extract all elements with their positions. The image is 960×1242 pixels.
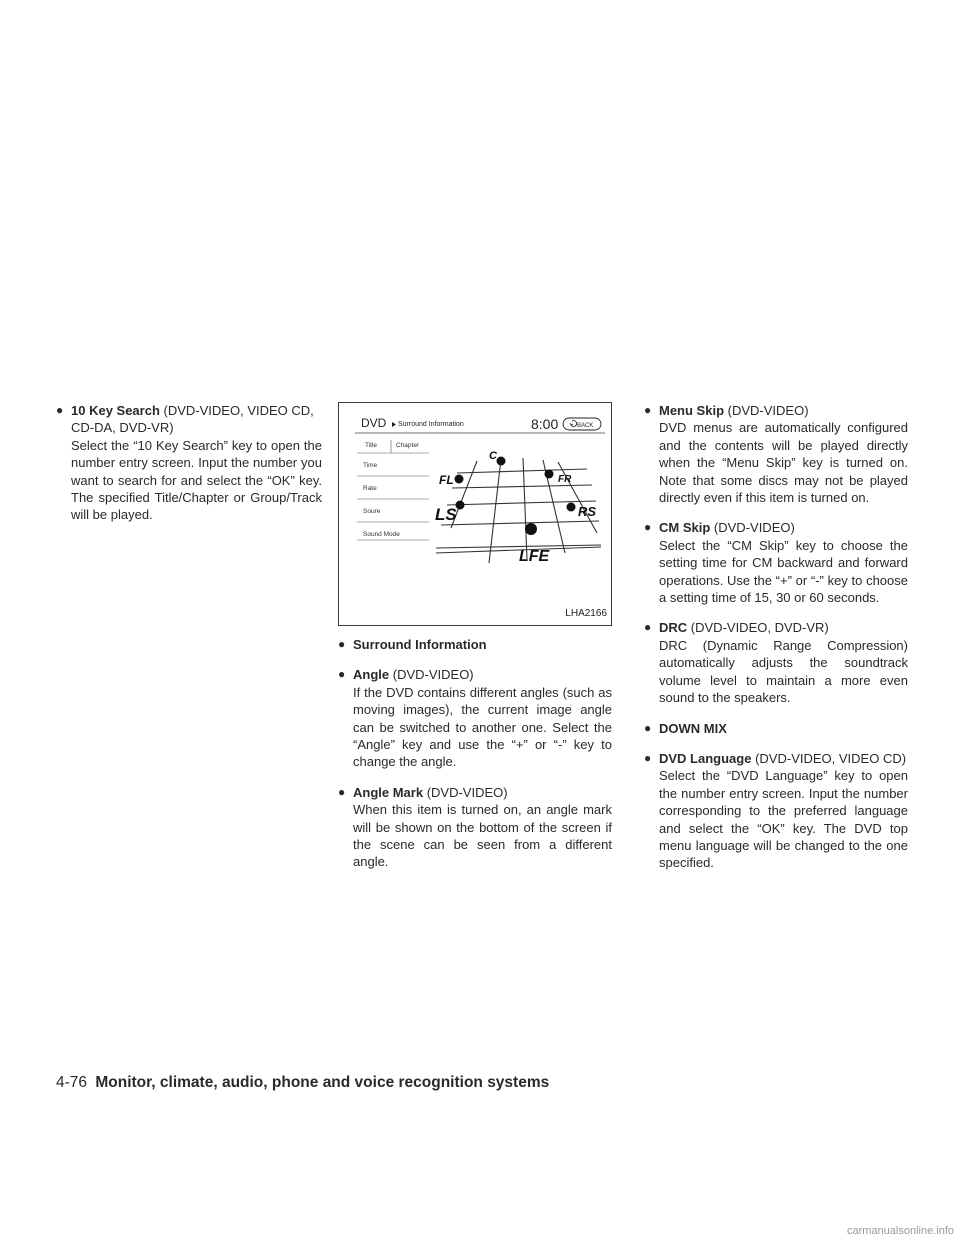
item-term: CM Skip bbox=[659, 520, 711, 536]
list-item-surround-information bbox=[338, 636, 612, 653]
bullet-icon: ● bbox=[644, 750, 652, 765]
item-description: If the DVD contains different angles (such as moving images), the current image angle can be switched to another one. Select the “Angle” key and use the “+” or “-” key to change the angle. bbox=[353, 684, 612, 770]
bullet-icon: ● bbox=[644, 720, 652, 735]
speaker-label-c: C bbox=[489, 450, 497, 462]
speaker-label-ls: LS bbox=[435, 505, 457, 524]
list-item-down-mix bbox=[644, 720, 908, 737]
surround-information-figure bbox=[338, 402, 612, 626]
back-label: BACK bbox=[577, 423, 594, 429]
bullet-icon: ● bbox=[338, 784, 346, 799]
list-item-angle bbox=[338, 666, 612, 770]
item-qualifier: (DVD-VIDEO) bbox=[392, 667, 474, 683]
bullet-icon: ● bbox=[338, 637, 346, 651]
item-qualifier: (DVD-VIDEO, VIDEO CD, CD-DA, DVD-VR) bbox=[71, 403, 314, 436]
list-item-cm-skip bbox=[644, 519, 908, 606]
surround-screen-illustration bbox=[339, 403, 611, 625]
item-term: DOWN MIX bbox=[659, 720, 727, 736]
menu-item-source: Soure bbox=[363, 508, 381, 515]
item-term: DRC bbox=[659, 620, 688, 636]
bullet-icon: ● bbox=[644, 520, 652, 535]
speaker-dot-ls bbox=[456, 501, 465, 510]
bullet-icon: ● bbox=[338, 667, 346, 682]
back-arrow-icon bbox=[570, 421, 577, 427]
item-qualifier: (DVD-VIDEO, DVD-VR) bbox=[690, 620, 829, 636]
list-item-angle-mark bbox=[338, 784, 612, 871]
bullet-icon: ● bbox=[644, 620, 652, 635]
speaker-dot-c bbox=[497, 457, 506, 466]
item-term: Menu Skip bbox=[659, 403, 725, 418]
speaker-dot-rs bbox=[567, 503, 576, 512]
speaker-dot-fl bbox=[455, 475, 464, 484]
speaker-dot-fr bbox=[545, 470, 554, 479]
speaker-dot-lfe bbox=[525, 523, 537, 535]
item-qualifier: (DVD-VIDEO) bbox=[713, 520, 795, 536]
middle-column bbox=[338, 402, 612, 884]
item-qualifier: (DVD-VIDEO) bbox=[727, 403, 809, 418]
item-term: Angle bbox=[353, 667, 390, 683]
menu-item-sound-mode: Sound Mode bbox=[363, 531, 400, 538]
item-qualifier: (DVD-VIDEO, VIDEO CD) bbox=[755, 750, 907, 766]
screen-clock: 8:00 bbox=[531, 416, 559, 432]
bullet-icon: ● bbox=[56, 403, 64, 417]
item-description: DVD menus are automatically configured and the contents will be played directly when the “Menu Skip” key is turned on. Note that some discs may not be played directly even if this item is turned on. bbox=[659, 420, 908, 506]
section-title: Monitor, climate, audio, phone and voice recognition systems bbox=[95, 1074, 550, 1091]
bullet-icon: ● bbox=[644, 403, 652, 417]
list-item-10-key-search bbox=[56, 402, 322, 524]
watermark-link[interactable]: carmanualsonline.info bbox=[846, 1225, 954, 1237]
item-term: Surround Information bbox=[353, 637, 487, 652]
screen-header-title: DVD bbox=[361, 416, 387, 430]
page-number: 4-76 bbox=[56, 1074, 88, 1091]
menu-item-chapter: Chapter bbox=[396, 442, 420, 449]
screen-header-subtitle: Surround Information bbox=[398, 421, 464, 428]
figure-code: LHA2166 bbox=[565, 607, 607, 619]
item-description: When this item is turned on, an angle mark will be shown on the bottom of the screen if the scene can be seen from a different angle. bbox=[353, 802, 612, 870]
menu-item-time: Time bbox=[363, 462, 378, 469]
item-description: Select the “10 Key Search” key to open the number entry screen. Input the number you want to search for and select the “OK” key. The specified Title/Chapter or Group/Track will be played. bbox=[71, 437, 322, 523]
item-term: Angle Mark bbox=[353, 784, 424, 800]
item-description: Select the “DVD Language” key to open the number entry screen. Input the number corresponding to the preferred language and select the “OK” key. The DVD top menu language will be changed to the one specified. bbox=[659, 768, 908, 871]
item-term: 10 Key Search bbox=[71, 403, 160, 418]
list-item-drc bbox=[644, 619, 908, 706]
speaker-label-lfe: LFE bbox=[519, 548, 550, 565]
speaker-label-fr: FR bbox=[558, 474, 572, 485]
item-description: DRC (Dynamic Range Compression) automatically adjusts the soundtrack volume level to maintain a more even sound to the speakers. bbox=[659, 637, 908, 706]
left-column bbox=[56, 402, 322, 537]
list-item-menu-skip bbox=[644, 402, 908, 506]
item-qualifier: (DVD-VIDEO) bbox=[426, 784, 508, 800]
page-footer bbox=[56, 1074, 549, 1092]
middle-items bbox=[338, 636, 612, 871]
menu-item-title: Title bbox=[365, 442, 378, 449]
item-term: DVD Language bbox=[659, 750, 752, 766]
header-arrow-icon bbox=[392, 422, 396, 427]
menu-item-rate: Rate bbox=[363, 485, 377, 492]
right-column bbox=[644, 402, 908, 885]
item-description: Select the “CM Skip” key to choose the setting time for CM backward and forward operations. Use the “+” or “-” key to choose a setting time of 15, 30 or 60 seconds. bbox=[659, 537, 908, 606]
list-item-dvd-language bbox=[644, 750, 908, 872]
speaker-label-fl: FL bbox=[439, 473, 454, 487]
speaker-label-rs: RS bbox=[578, 504, 597, 519]
